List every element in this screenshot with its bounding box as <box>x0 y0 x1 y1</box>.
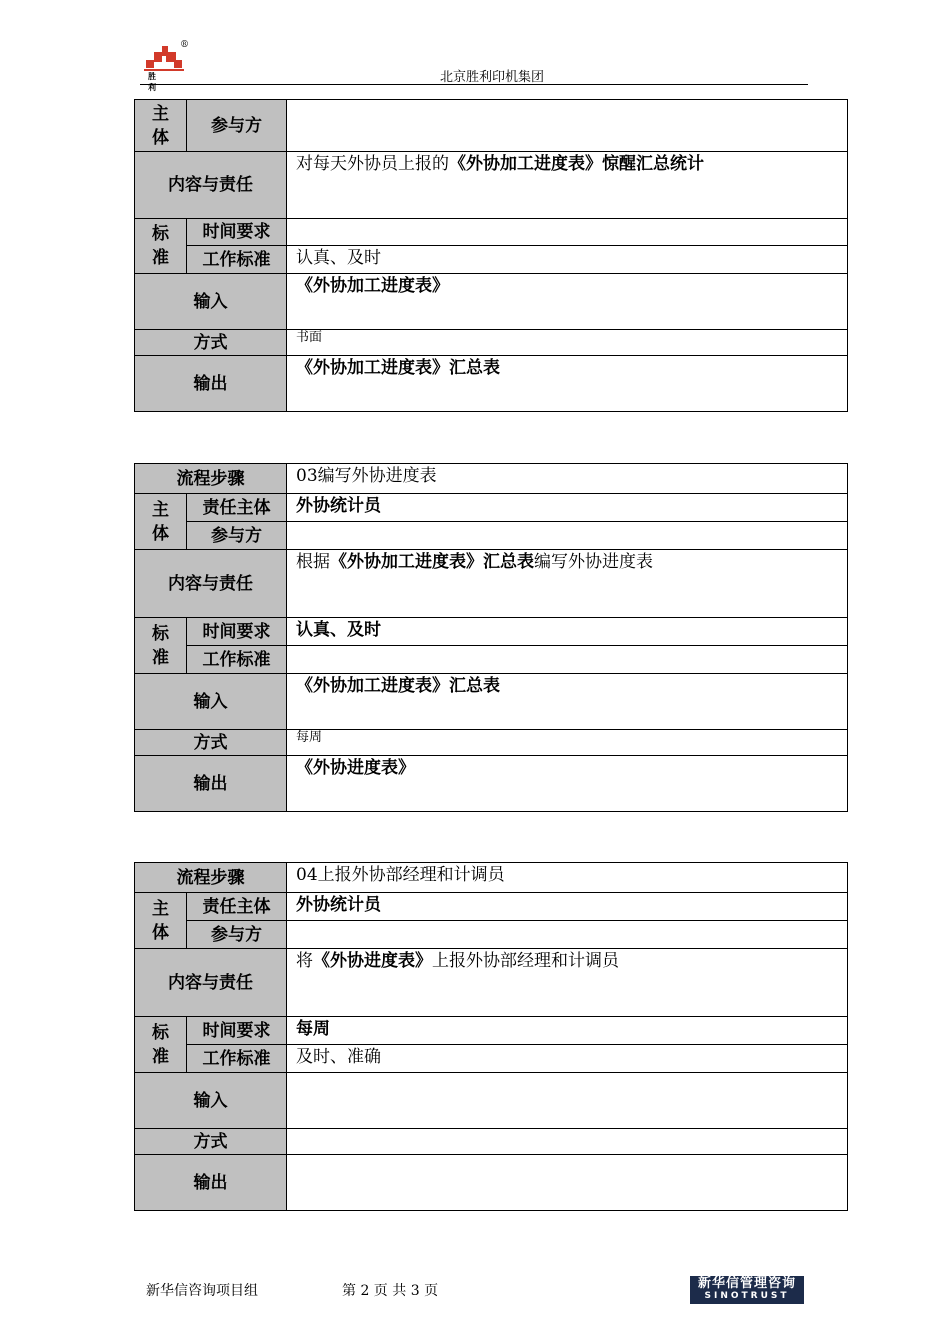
company-name: 北京胜利印机集团 <box>440 70 545 85</box>
content-label: 内容与责任 <box>135 550 287 618</box>
work-label: 工作标准 <box>187 246 287 274</box>
time-value: 每周 <box>287 1017 848 1045</box>
registered-mark: ® <box>180 40 189 50</box>
content-label: 内容与责任 <box>135 949 287 1017</box>
step-value: 04上报外协部经理和计调员 <box>287 863 848 893</box>
method-label: 方式 <box>135 730 287 756</box>
participant-value <box>287 522 848 550</box>
method-value <box>287 1129 848 1155</box>
logo-en: SINOTRUST <box>704 1291 790 1301</box>
work-label: 工作标准 <box>187 646 287 674</box>
content-value: 根据《外协加工进度表》汇总表编写外协进度表 <box>287 550 848 618</box>
standard-label: 标准 <box>135 1017 187 1073</box>
subject-label: 主体 <box>135 893 187 949</box>
process-table-1 <box>134 99 848 412</box>
participant-label: 参与方 <box>187 100 287 152</box>
time-value: 认真、及时 <box>287 618 848 646</box>
output-label: 输出 <box>135 756 287 812</box>
time-label: 时间要求 <box>187 219 287 246</box>
step-label: 流程步骤 <box>135 464 287 494</box>
work-label: 工作标准 <box>187 1045 287 1073</box>
standard-label: 标准 <box>135 618 187 674</box>
page-header <box>140 40 808 92</box>
output-value <box>287 1155 848 1211</box>
content-value: 将《外协进度表》上报外协部经理和计调员 <box>287 949 848 1017</box>
logo-text: 胜 利 <box>148 71 166 92</box>
resp-value: 外协统计员 <box>287 494 848 522</box>
method-label: 方式 <box>135 330 287 356</box>
content-label: 内容与责任 <box>135 152 287 219</box>
logo-cn: 新华信管理咨询 <box>697 1276 796 1291</box>
output-label: 输出 <box>135 356 287 412</box>
input-value <box>287 1073 848 1129</box>
participant-value <box>287 100 848 152</box>
output-label: 输出 <box>135 1155 287 1211</box>
work-value <box>287 646 848 674</box>
participant-label: 参与方 <box>187 522 287 550</box>
method-label: 方式 <box>135 1129 287 1155</box>
shengli-logo <box>142 40 190 92</box>
time-value <box>287 219 848 246</box>
content-value: 对每天外协员上报的《外协加工进度表》惊醒汇总统计 <box>287 152 848 219</box>
resp-label: 责任主体 <box>187 893 287 921</box>
resp-value: 外协统计员 <box>287 893 848 921</box>
work-value: 认真、及时 <box>287 246 848 274</box>
participant-value <box>287 921 848 949</box>
step-value: 03编写外协进度表 <box>287 464 848 494</box>
footer-team: 新华信咨询项目组 <box>146 1283 258 1299</box>
input-value: 《外协加工进度表》汇总表 <box>287 674 848 730</box>
step-label: 流程步骤 <box>135 863 287 893</box>
resp-label: 责任主体 <box>187 494 287 522</box>
output-value: 《外协进度表》 <box>287 756 848 812</box>
process-table-3 <box>134 862 848 1211</box>
standard-label: 标准 <box>135 219 187 274</box>
subject-label: 主体 <box>135 494 187 550</box>
method-value: 每周 <box>287 730 848 756</box>
input-value: 《外协加工进度表》 <box>287 274 848 330</box>
time-label: 时间要求 <box>187 1017 287 1045</box>
sinotrust-logo <box>690 1276 804 1304</box>
time-label: 时间要求 <box>187 618 287 646</box>
page-number: 第 2 页 共 3 页 <box>342 1283 439 1299</box>
method-value: 书面 <box>287 330 848 356</box>
input-label: 输入 <box>135 674 287 730</box>
subject-label: 主体 <box>135 100 187 152</box>
input-label: 输入 <box>135 274 287 330</box>
work-value: 及时、准确 <box>287 1045 848 1073</box>
participant-label: 参与方 <box>187 921 287 949</box>
input-label: 输入 <box>135 1073 287 1129</box>
process-table-2 <box>134 463 848 812</box>
output-value: 《外协加工进度表》汇总表 <box>287 356 848 412</box>
